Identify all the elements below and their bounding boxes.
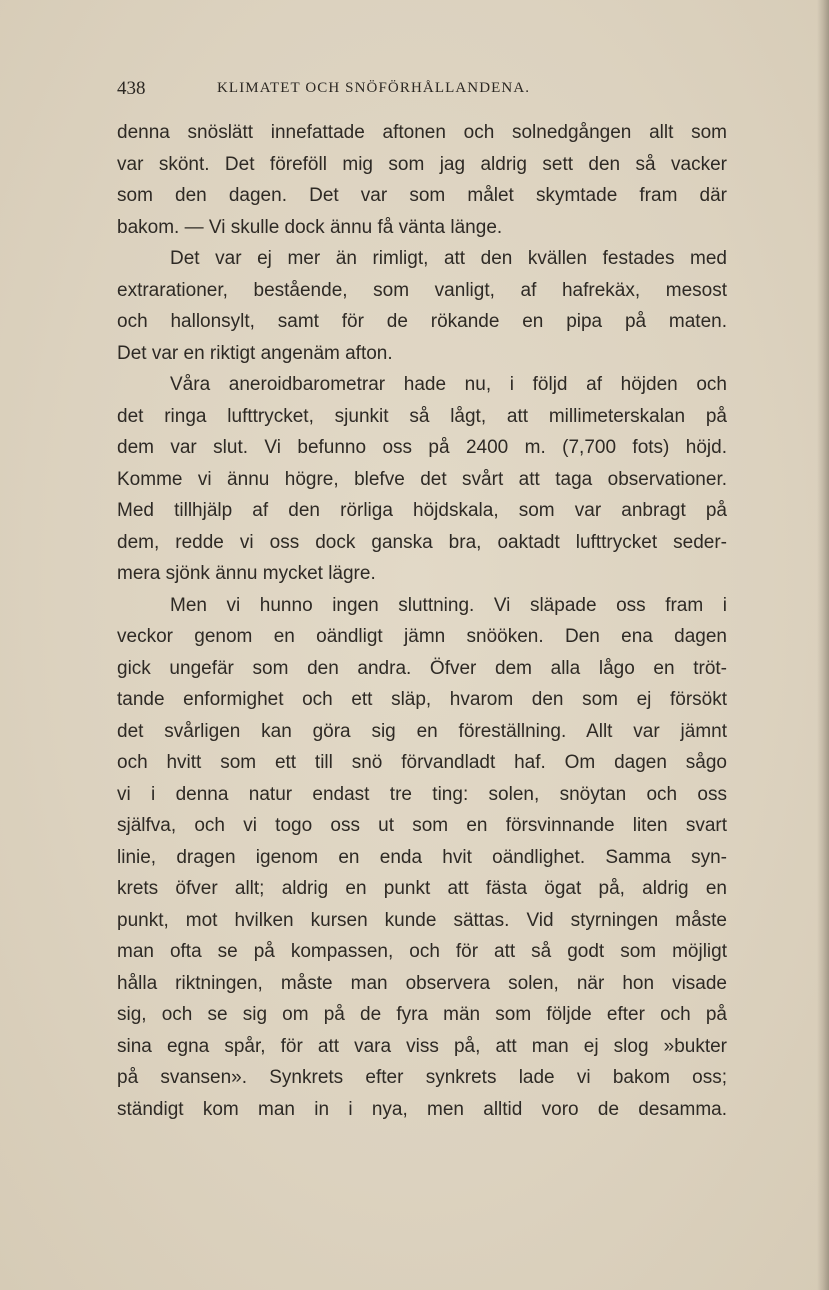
- text-line: på svansen». Synkrets efter synkrets lade vi bakom oss;: [117, 1067, 727, 1088]
- text-line: Men vi hunno ingen sluttning. Vi släpade oss fram i: [170, 594, 727, 616]
- text-line: man ofta se på kompassen, och för att så godt som möjligt: [117, 941, 727, 962]
- text-line: sina egna spår, för att vara viss på, att man ej slog »bukter: [117, 1035, 727, 1057]
- text-line: punkt, mot hvilken kursen kunde sättas. Vid styrningen måste: [117, 909, 727, 931]
- text-line: bakom. — Vi skulle dock ännu få vänta länge.: [117, 216, 503, 238]
- text-line: Med tillhjälp af den rörliga höjdskala, som var anbragt på: [117, 500, 727, 521]
- text-line: det svårligen kan göra sig en föreställning. Allt var jämnt: [117, 720, 727, 742]
- text-line: dem, redde vi oss dock ganska bra, oaktadt lufttrycket seder-: [117, 531, 727, 553]
- text-line: hålla riktningen, måste man observera solen, när hon visade: [117, 972, 727, 994]
- text-line: Det var ej mer än rimligt, att den kvällen festades med: [170, 248, 727, 269]
- text-line: krets öfver allt; aldrig en punkt att fästa ögat på, aldrig en: [117, 878, 727, 899]
- text-line: vi i denna natur endast tre ting: solen, snöytan och oss: [117, 783, 727, 805]
- text-line: och hallonsylt, samt för de rökande en pipa på maten.: [117, 311, 727, 332]
- text-line: Våra aneroidbarometrar hade nu, i följd af höjden och: [170, 374, 727, 395]
- text-line: själfva, och vi togo oss ut som en försvinnande liten svart: [117, 815, 727, 836]
- text-line: och hvitt som ett till snö förvandladt haf. Om dagen sågo: [117, 752, 727, 773]
- page-edge-shadow: [817, 0, 829, 1290]
- text-line: Det var en riktigt angenäm afton.: [117, 342, 393, 364]
- text-line: ständigt kom man in i nya, men alltid voro de desamma.: [117, 1098, 727, 1120]
- text-line: sig, och se sig om på de fyra män som följde efter och på: [117, 1004, 727, 1025]
- text-line: extrarationer, bestående, som vanligt, af hafrekäx, mesost: [117, 279, 727, 301]
- page-header: [117, 78, 727, 104]
- text-line: linie, dragen igenom en enda hvit oändlighet. Samma syn-: [117, 846, 727, 868]
- text-line: denna snöslätt innefattade aftonen och solnedgången allt som: [117, 122, 727, 143]
- text-line: mera sjönk ännu mycket lägre.: [117, 563, 376, 584]
- page-number: 438: [117, 78, 146, 99]
- body-text: [117, 117, 727, 1125]
- text-line: Komme vi ännu högre, blefve det svårt att taga observationer.: [117, 468, 727, 490]
- text-line: var skönt. Det föreföll mig som jag aldrig sett den så vacker: [117, 153, 727, 175]
- text-line: dem var slut. Vi befunno oss på 2400 m. (7,700 fots) höjd.: [117, 437, 727, 458]
- text-line: veckor genom en oändligt jämn snööken. Den ena dagen: [117, 626, 727, 647]
- running-head: KLIMATET OCH SNÖFÖRHÅLLANDENA.: [217, 80, 531, 96]
- text-line: gick ungefär som den andra. Öfver dem alla lågo en tröt-: [117, 657, 727, 679]
- text-line: tande enformighet och ett släp, hvarom den som ej försökt: [117, 689, 727, 710]
- text-line: som den dagen. Det var som målet skymtade fram där: [117, 185, 727, 206]
- text-line: det ringa lufttrycket, sjunkit så lågt, att millimeterskalan på: [117, 405, 727, 427]
